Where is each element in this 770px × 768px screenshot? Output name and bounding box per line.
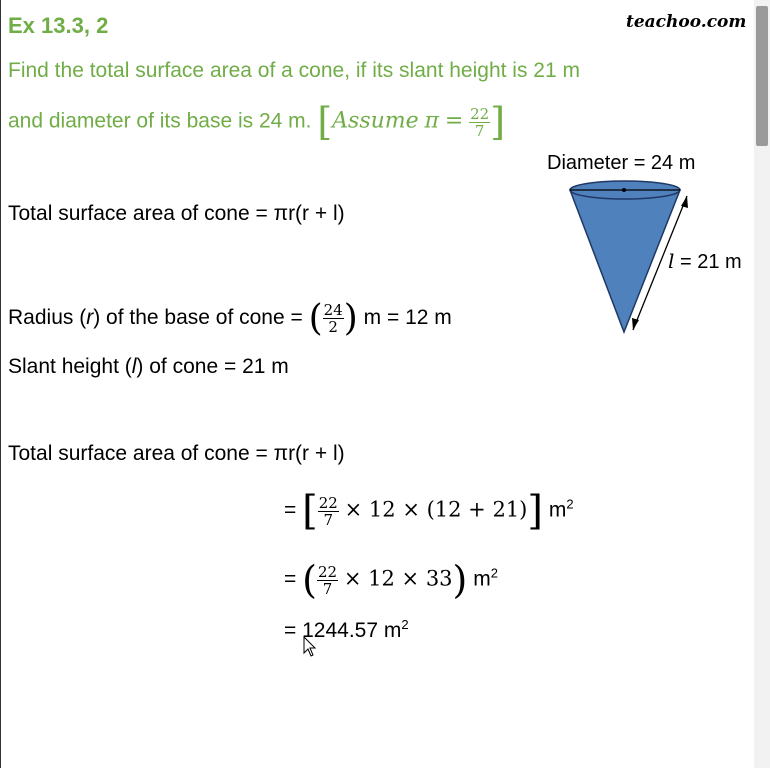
question-line-1: Find the total surface area of a cone, if its slant height is 21 m — [8, 59, 580, 82]
step-1-superscript: 2 — [566, 496, 574, 512]
slant-prefix: Slant height ( — [8, 355, 132, 378]
step-1-numerator: 22 — [318, 493, 338, 512]
step-2 — [284, 558, 498, 602]
assume-open-bracket: [ — [317, 100, 333, 144]
step-2-equals: = — [284, 567, 297, 591]
diameter-label: Diameter = 24 m — [547, 152, 696, 174]
slant-label-value: = 21 m — [674, 251, 742, 273]
slant-height-line — [8, 355, 289, 379]
step-2-close-paren: ) — [452, 558, 468, 602]
step-2-fraction — [317, 564, 338, 597]
assume-equals: = — [444, 108, 464, 134]
radius-symbol: r — [86, 306, 94, 330]
step-2-unit: m — [473, 567, 491, 591]
center-point — [622, 188, 626, 192]
formula-line-a: Total surface area of cone = πr(r + l) — [8, 202, 345, 225]
step-1-close-bracket: ] — [527, 488, 543, 534]
slant-symbol: l — [131, 355, 137, 378]
step-2-open-paren: ( — [302, 558, 317, 602]
slant-label-symbol: l — [668, 249, 675, 273]
step-1-equals: = — [284, 498, 297, 522]
radius-line — [8, 298, 452, 339]
question-line-2 — [8, 100, 505, 144]
cone-body — [570, 190, 680, 332]
radius-mid: ) of the base of cone = — [93, 306, 303, 330]
assume-close-bracket: ] — [490, 100, 506, 144]
step-1-body: × 12 × (12 + 21) — [344, 497, 528, 522]
pi-symbol: π — [424, 108, 440, 134]
formula-line-b: Total surface area of cone = πr(r + l) — [8, 442, 345, 465]
slant-arrow-head-top — [681, 196, 688, 208]
step-2-denominator: 7 — [322, 579, 333, 598]
question-line-2-text: and diameter of its base is 24 m. — [8, 109, 312, 133]
step-1-open-bracket: [ — [302, 488, 318, 534]
radius-open-paren: ( — [308, 298, 323, 339]
slant-arrow-head-bottom — [632, 318, 639, 330]
radius-suffix: m = 12 m — [363, 306, 452, 330]
step-1-fraction — [318, 495, 339, 528]
step-1 — [284, 488, 574, 534]
step-1-denominator: 7 — [323, 510, 334, 529]
slant-label — [668, 249, 742, 274]
exercise-title: Ex 13.3, 2 — [8, 13, 109, 38]
radius-prefix: Radius ( — [8, 306, 87, 330]
slant-suffix: ) of cone = 21 m — [136, 355, 289, 378]
step-2-superscript: 2 — [490, 565, 498, 581]
step-2-numerator: 22 — [317, 562, 338, 581]
radius-fraction — [323, 302, 344, 335]
step-3-text: = 1244.57 m — [284, 619, 402, 642]
radius-close-paren: ) — [343, 298, 358, 339]
pi-numerator: 22 — [470, 104, 490, 123]
scrollbar-thumb[interactable] — [756, 6, 768, 146]
page-left-border — [0, 0, 1, 768]
step-1-unit: m — [548, 498, 567, 522]
pi-denominator: 7 — [474, 121, 485, 140]
step-3-superscript: 2 — [401, 617, 409, 632]
radius-numerator: 24 — [323, 301, 343, 319]
assume-word: Assume — [332, 108, 419, 134]
step-2-body: × 12 × 33 — [343, 566, 453, 591]
radius-denominator: 2 — [328, 318, 338, 336]
brand-logo: teachoo.com — [626, 12, 747, 32]
pi-fraction — [469, 106, 490, 139]
mouse-cursor-icon — [303, 636, 317, 658]
